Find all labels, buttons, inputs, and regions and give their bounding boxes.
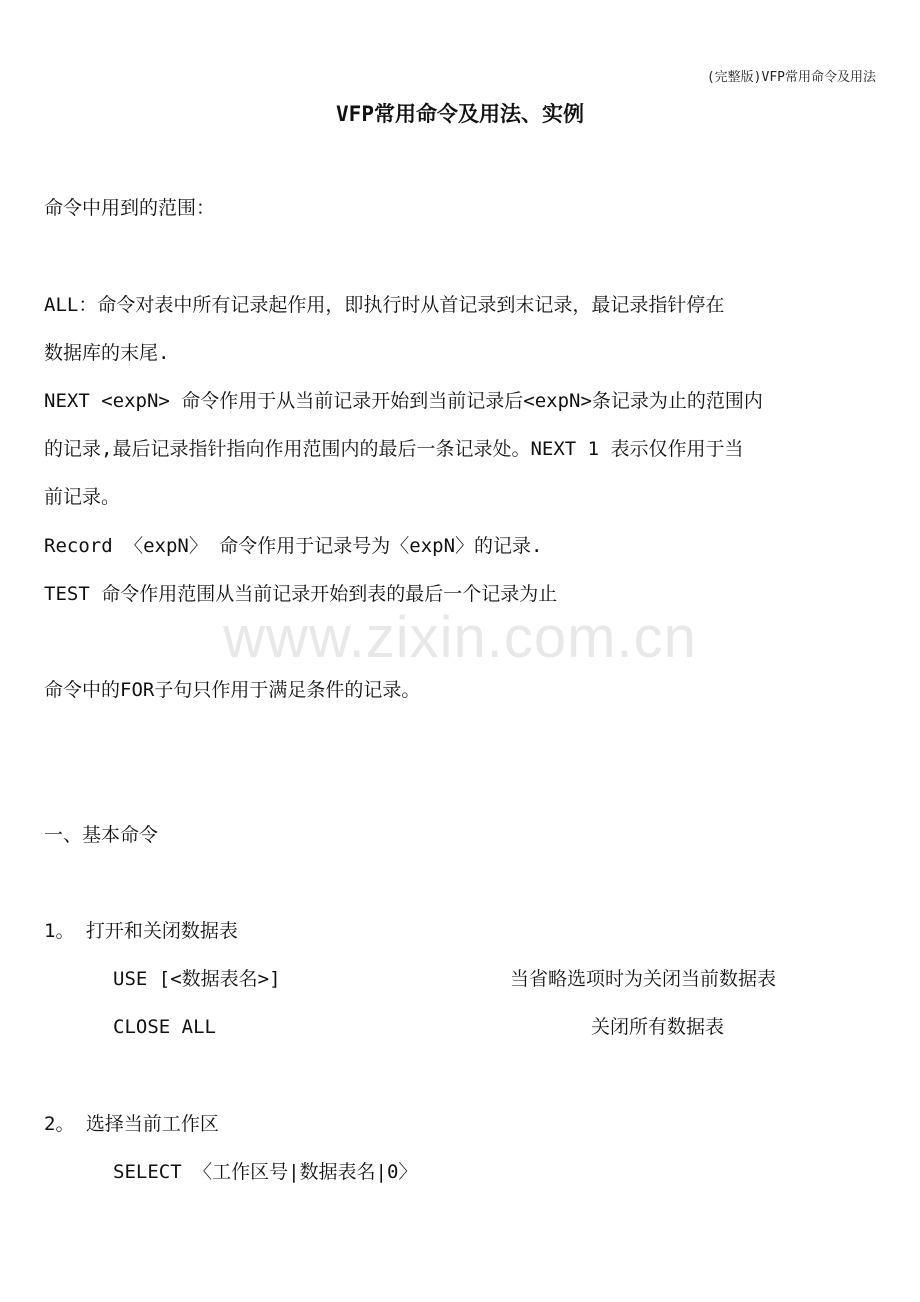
- item-heading-1: 1。 打开和关闭数据表: [44, 920, 238, 942]
- for-clause-note: 命令中的FOR子句只作用于满足条件的记录。: [44, 679, 421, 701]
- scope-line-all-2: 数据库的末尾.: [44, 342, 170, 364]
- page-header: (完整版)VFP常用命令及用法: [706, 70, 876, 85]
- command-use: USE [<数据表名>]: [113, 968, 281, 990]
- watermark: www.zixin.com.cn: [223, 605, 697, 670]
- item-heading-2: 2。 选择当前工作区: [44, 1113, 219, 1135]
- scope-line-next-1: NEXT <expN> 命令作用于从当前记录开始到当前记录后<expN>条记录为止的范围内: [44, 390, 763, 412]
- command-close-all-desc: 关闭所有数据表: [591, 1016, 725, 1038]
- scope-line-record: Record 〈expN〉 命令作用于记录号为〈expN〉的记录.: [44, 535, 543, 557]
- command-select: SELECT 〈工作区号|数据表名|0〉: [113, 1161, 418, 1183]
- scope-line-all-1: ALL：命令对表中所有记录起作用，即执行时从首记录到末记录，最记录指针停在: [44, 294, 725, 316]
- section-heading: 一、基本命令: [44, 824, 159, 846]
- scope-line-next-2: 的记录,最后记录指针指向作用范围内的最后一条记录处。NEXT 1 表示仅作用于当: [44, 438, 744, 460]
- command-close-all: CLOSE ALL: [113, 1016, 216, 1038]
- scope-line-next-3: 前记录。: [44, 486, 121, 508]
- document-title: VFP常用命令及用法、实例: [336, 102, 584, 126]
- scope-line-test: TEST 命令作用范围从当前记录开始到表的最后一个记录为止: [44, 583, 558, 605]
- intro-text: 命令中用到的范围：: [44, 197, 216, 219]
- command-use-desc: 当省略选项时为关闭当前数据表: [510, 968, 777, 990]
